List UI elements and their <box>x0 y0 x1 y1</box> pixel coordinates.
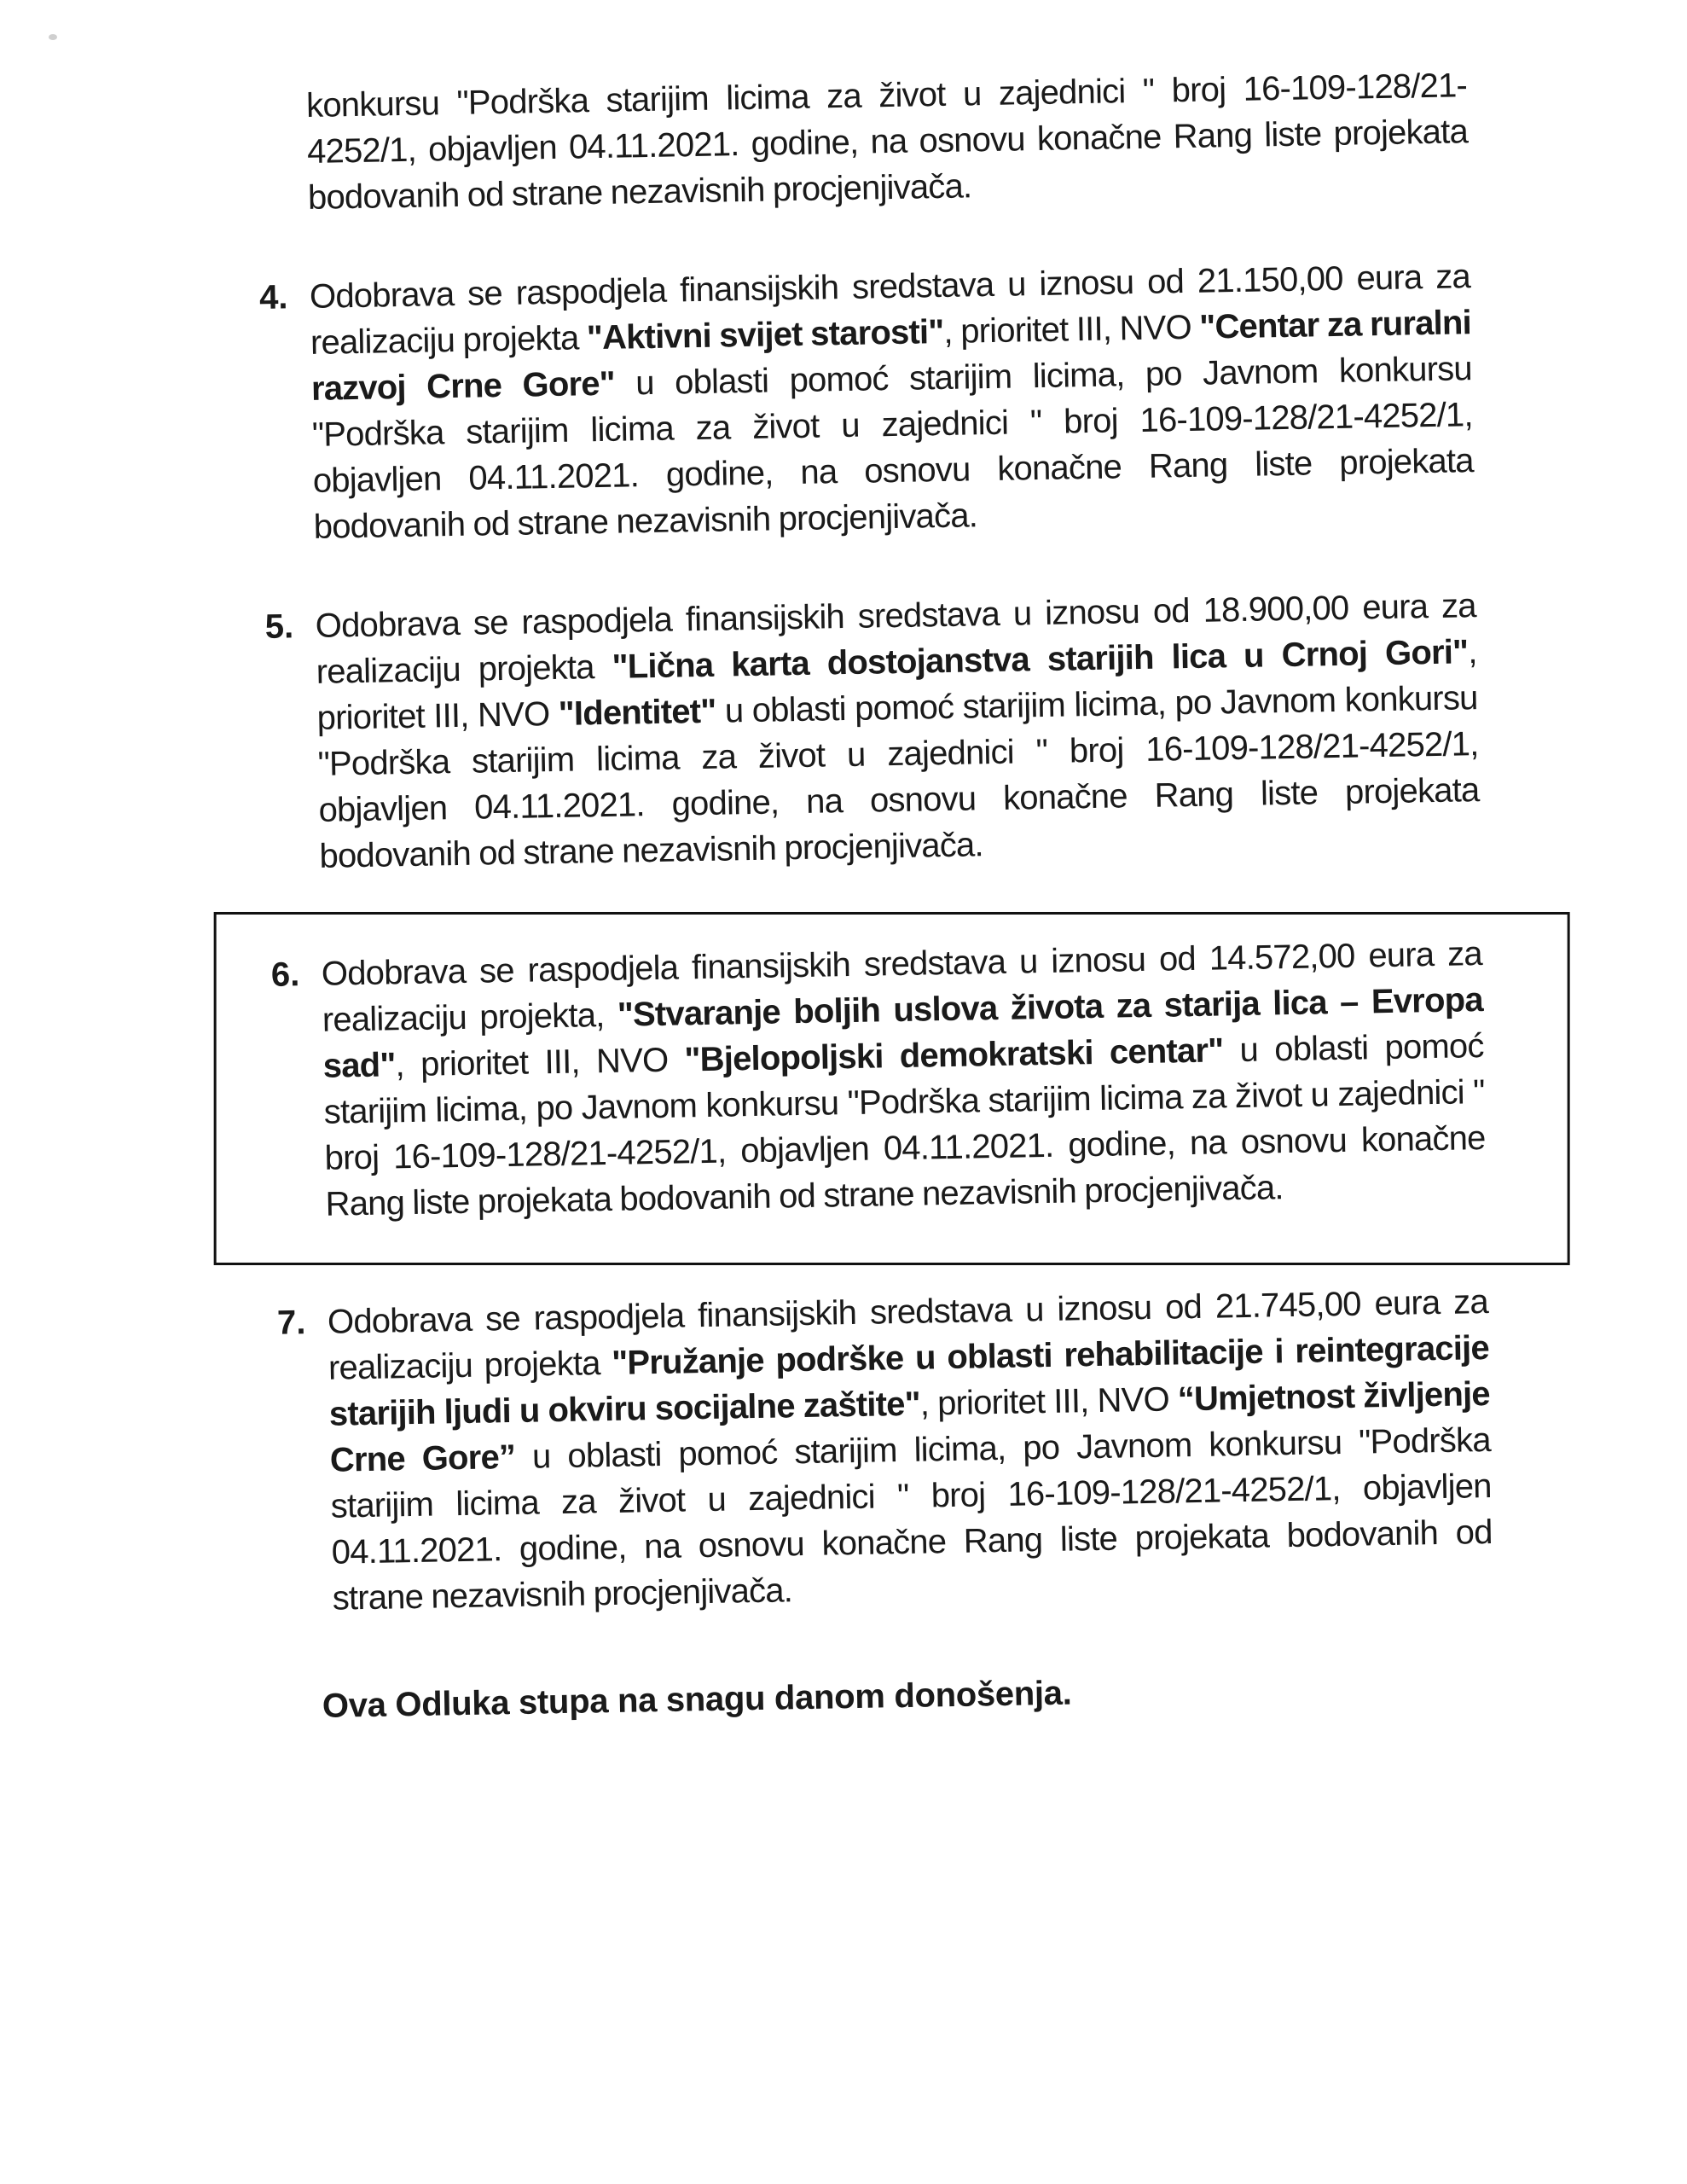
scan-speck <box>49 34 57 40</box>
item-lead: Odobrava se raspodjela finansijskih sredstava u iznosu od 14.572,00 eura za realizaciju projekta, <box>321 935 1483 1039</box>
ngo-name: "Bjelopoljski demokratski centar" <box>684 1031 1224 1079</box>
item-number: 4. <box>258 278 288 317</box>
item-priority: , prioritet III, NVO <box>316 633 1477 737</box>
ngo-name: "Identitet" <box>558 692 716 733</box>
item-priority: , prioritet III, NVO <box>943 308 1200 351</box>
item-text <box>310 253 1475 550</box>
intro-continuation: konkursu "Podrška starijim licima za život u zajednici " broj 16-109-128/21-4252/1, objavljen 04.11.2021. godine, na osnovu konačne Rang liste projekata bodovanih od strane nezavisnih procjenjivača. <box>305 67 1469 217</box>
project-name: "Pružanje podrške u oblasti rehabilitacije i reintegracije starijih ljudi u okviru socijalne zaštite" <box>328 1328 1490 1433</box>
item-tail: u oblasti pomoć starijim licima, po Javnom konkursu "Podrška starijim licima za život u zajednici " broj 16-109-128/21-4252/1, objavljen 04.11.2021. godine, na osnovu konačne Rang liste projekata bodovanih od strane nezavisnih procjenjivača. <box>317 679 1480 875</box>
closing-statement: Ova Odluka stupa na snagu danom donošenja. <box>322 1674 1072 1725</box>
item-lead: Odobrava se raspodjela finansijskih sredstava u iznosu od 21.150,00 eura za realizaciju projekta <box>309 258 1471 362</box>
item-priority: , prioritet III, NVO <box>395 1041 685 1084</box>
list-item-5 <box>264 583 1480 880</box>
item-lead: Odobrava se raspodjela finansijskih sredstava u iznosu od 21.745,00 eura za realizaciju projekta <box>327 1282 1489 1387</box>
item-text <box>328 1279 1493 1622</box>
item-tail: u oblasti pomoć starijim licima, po Javnom konkursu "Podrška starijim licima za život u zajednici " broj 16-109-128/21-4252/1, objavljen 04.11.2021. godine, na osnovu konačne Rang liste projekata bodovanih od strane nezavisnih procjenjivača. <box>311 350 1475 546</box>
list-item-4 <box>259 253 1475 551</box>
item-number: 7. <box>276 1304 306 1342</box>
project-name: "Aktivni svijet starosti" <box>586 312 944 357</box>
item-lead: Odobrava se raspodjela finansijskih sredstava u iznosu od 18.900,00 eura za realizaciju projekta <box>315 587 1476 691</box>
project-name: "Stvaranje boljih uslova života za starija lica – Evropa sad" <box>322 981 1484 1085</box>
item-number: 6. <box>270 956 300 994</box>
item-priority: , prioritet III, NVO <box>919 1380 1179 1423</box>
item-tail: u oblasti pomoć starijim licima, po Javnom konkursu "Podrška starijim licima za život u zajednici " broj 16-109-128/21-4252/1, objavljen 04.11.2021. godine, na osnovu konačne Rang liste projekata bodovanih od strane nezavisnih procjenjivača. <box>323 1027 1486 1223</box>
ngo-name: “Umjetnost življenje Crne Gore” <box>329 1374 1491 1479</box>
document-body <box>254 0 1495 1730</box>
list-item-6 <box>270 912 1487 1247</box>
project-name: "Lična karta dostojanstva starijih lica u Crnoj Gori" <box>612 633 1469 686</box>
list-item-7 <box>277 1279 1493 1623</box>
item-tail: u oblasti pomoć starijim licima, po Javnom konkursu "Podrška starijim licima za život u zajednici " broj 16-109-128/21-4252/1, objavljen 04.11.2021. godine, na osnovu konačne Rang liste projekata bodovanih od strane nezavisnih procjenjivača. <box>330 1420 1493 1618</box>
ngo-name: "Centar za ruralni razvoj Crne Gore" <box>310 304 1472 408</box>
item-number: 5. <box>264 607 294 646</box>
item-text <box>315 583 1480 880</box>
item-text <box>321 931 1486 1228</box>
